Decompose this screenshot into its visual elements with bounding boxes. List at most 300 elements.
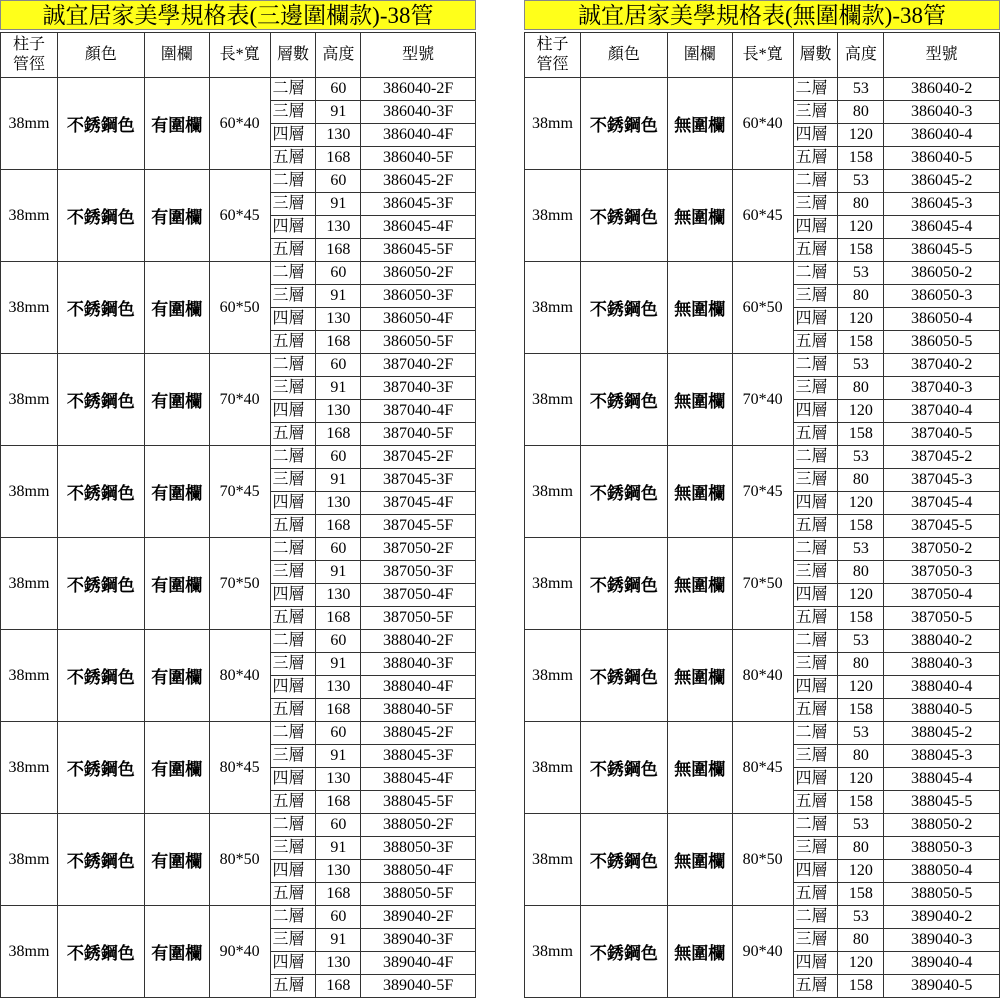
model-cell: 387040-2F — [361, 354, 476, 377]
tier-cell: 三層 — [793, 837, 838, 860]
header-model: 型號 — [361, 33, 476, 78]
model-cell: 386040-4F — [361, 124, 476, 147]
railing-cell: 無圍欄 — [667, 78, 732, 170]
tier-cell: 五層 — [270, 791, 316, 814]
tier-cell: 四層 — [793, 860, 838, 883]
color-cell: 不銹鋼色 — [57, 814, 144, 906]
tier-cell: 二層 — [270, 814, 316, 837]
height-cell: 130 — [316, 124, 361, 147]
tier-cell: 三層 — [270, 377, 316, 400]
header-pipe-diameter: 柱子 管徑 — [1, 33, 58, 78]
model-cell: 388045-4F — [361, 768, 476, 791]
height-cell: 130 — [316, 584, 361, 607]
height-cell: 80 — [838, 745, 884, 768]
color-cell: 不銹鋼色 — [580, 722, 667, 814]
color-cell: 不銹鋼色 — [57, 630, 144, 722]
table-row — [1, 78, 476, 101]
model-cell: 386045-2F — [361, 170, 476, 193]
height-cell: 53 — [838, 354, 884, 377]
model-cell: 387040-5F — [361, 423, 476, 446]
pipe-cell: 38mm — [1, 354, 58, 446]
table-row — [525, 814, 1000, 837]
railing-cell: 有圍欄 — [144, 354, 209, 446]
height-cell: 80 — [838, 561, 884, 584]
model-cell: 388040-4F — [361, 676, 476, 699]
table-row — [525, 170, 1000, 193]
height-cell: 91 — [316, 653, 361, 676]
height-cell: 80 — [838, 101, 884, 124]
header-dimensions: 長*寬 — [732, 33, 793, 78]
height-cell: 158 — [838, 331, 884, 354]
height-cell: 120 — [838, 860, 884, 883]
height-cell: 168 — [316, 515, 361, 538]
model-cell: 387040-5 — [884, 423, 1000, 446]
height-cell: 168 — [316, 791, 361, 814]
tier-cell: 五層 — [793, 975, 838, 998]
tier-cell: 二層 — [793, 354, 838, 377]
tier-cell: 四層 — [270, 952, 316, 975]
tier-cell: 四層 — [270, 676, 316, 699]
tier-cell: 五層 — [793, 607, 838, 630]
color-cell: 不銹鋼色 — [580, 262, 667, 354]
model-cell: 387050-2F — [361, 538, 476, 561]
model-cell: 386040-2 — [884, 78, 1000, 101]
table-row — [1, 354, 476, 377]
header-railing: 圍欄 — [667, 33, 732, 78]
model-cell: 386040-2F — [361, 78, 476, 101]
tier-cell: 三層 — [270, 929, 316, 952]
tier-cell: 五層 — [270, 515, 316, 538]
model-cell: 387045-5 — [884, 515, 1000, 538]
height-cell: 158 — [838, 975, 884, 998]
pipe-cell: 38mm — [1, 78, 58, 170]
tier-cell: 三層 — [270, 653, 316, 676]
header-railing: 圍欄 — [144, 33, 209, 78]
tier-cell: 四層 — [793, 400, 838, 423]
tier-cell: 五層 — [793, 791, 838, 814]
tier-cell: 四層 — [270, 584, 316, 607]
table-row — [525, 630, 1000, 653]
height-cell: 60 — [316, 814, 361, 837]
tier-cell: 四層 — [793, 952, 838, 975]
tier-cell: 二層 — [793, 170, 838, 193]
tier-cell: 五層 — [793, 883, 838, 906]
height-cell: 53 — [838, 170, 884, 193]
pipe-cell: 38mm — [1, 446, 58, 538]
table-row — [525, 722, 1000, 745]
color-cell: 不銹鋼色 — [580, 814, 667, 906]
header-height: 高度 — [316, 33, 361, 78]
pipe-cell: 38mm — [525, 446, 581, 538]
pipe-cell: 38mm — [1, 630, 58, 722]
height-cell: 158 — [838, 147, 884, 170]
size-cell: 80*40 — [209, 630, 270, 722]
height-cell: 158 — [838, 607, 884, 630]
table-row — [1, 446, 476, 469]
pipe-cell: 38mm — [525, 170, 581, 262]
model-cell: 388040-3F — [361, 653, 476, 676]
tier-cell: 二層 — [270, 262, 316, 285]
model-cell: 388040-2F — [361, 630, 476, 653]
table-row — [1, 630, 476, 653]
header-color: 顏色 — [580, 33, 667, 78]
model-cell: 388050-5F — [361, 883, 476, 906]
height-cell: 168 — [316, 423, 361, 446]
height-cell: 130 — [316, 860, 361, 883]
model-cell: 388040-5F — [361, 699, 476, 722]
tier-cell: 五層 — [270, 607, 316, 630]
tier-cell: 三層 — [793, 929, 838, 952]
railing-cell: 有圍欄 — [144, 814, 209, 906]
height-cell: 158 — [838, 423, 884, 446]
height-cell: 168 — [316, 331, 361, 354]
model-cell: 386050-2 — [884, 262, 1000, 285]
color-cell: 不銹鋼色 — [57, 170, 144, 262]
size-cell: 70*40 — [732, 354, 793, 446]
tier-cell: 三層 — [793, 469, 838, 492]
height-cell: 168 — [316, 239, 361, 262]
tier-cell: 四層 — [270, 124, 316, 147]
color-cell: 不銹鋼色 — [580, 170, 667, 262]
height-cell: 168 — [316, 147, 361, 170]
height-cell: 168 — [316, 975, 361, 998]
color-cell: 不銹鋼色 — [580, 538, 667, 630]
pipe-cell: 38mm — [525, 262, 581, 354]
railing-cell: 無圍欄 — [667, 538, 732, 630]
tier-cell: 三層 — [793, 561, 838, 584]
height-cell: 91 — [316, 377, 361, 400]
color-cell: 不銹鋼色 — [57, 906, 144, 998]
table-row — [1, 906, 476, 929]
model-cell: 386050-2F — [361, 262, 476, 285]
pipe-cell: 38mm — [525, 538, 581, 630]
height-cell: 60 — [316, 722, 361, 745]
model-cell: 388045-5F — [361, 791, 476, 814]
header-tiers: 層數 — [793, 33, 838, 78]
header-pipe-diameter: 柱子 管徑 — [525, 33, 581, 78]
tier-cell: 三層 — [270, 837, 316, 860]
table-row — [525, 78, 1000, 101]
height-cell: 80 — [838, 285, 884, 308]
pipe-cell: 38mm — [1, 262, 58, 354]
table-row — [1, 538, 476, 561]
tier-cell: 二層 — [270, 906, 316, 929]
pipe-cell: 38mm — [525, 354, 581, 446]
model-cell: 388050-4 — [884, 860, 1000, 883]
model-cell: 386040-5 — [884, 147, 1000, 170]
model-cell: 386050-4 — [884, 308, 1000, 331]
height-cell: 120 — [838, 124, 884, 147]
size-cell: 80*50 — [732, 814, 793, 906]
model-cell: 387050-5 — [884, 607, 1000, 630]
tier-cell: 四層 — [270, 860, 316, 883]
table-row — [1, 722, 476, 745]
color-cell: 不銹鋼色 — [580, 354, 667, 446]
model-cell: 387050-3F — [361, 561, 476, 584]
height-cell: 53 — [838, 538, 884, 561]
color-cell: 不銹鋼色 — [57, 78, 144, 170]
railing-cell: 有圍欄 — [144, 446, 209, 538]
height-cell: 53 — [838, 262, 884, 285]
height-cell: 60 — [316, 354, 361, 377]
tier-cell: 五層 — [793, 423, 838, 446]
table-title: 誠宜居家美學規格表(無圍欄款)-38管 — [524, 0, 1000, 30]
header-dimensions: 長*寬 — [209, 33, 270, 78]
size-cell: 80*50 — [209, 814, 270, 906]
table-row — [525, 354, 1000, 377]
model-cell: 389040-5F — [361, 975, 476, 998]
tier-cell: 二層 — [793, 538, 838, 561]
model-cell: 386050-3 — [884, 285, 1000, 308]
pipe-cell: 38mm — [525, 722, 581, 814]
table-title: 誠宜居家美學規格表(三邊圍欄款)-38管 — [0, 0, 476, 30]
height-cell: 120 — [838, 676, 884, 699]
model-cell: 387040-3F — [361, 377, 476, 400]
model-cell: 387045-2F — [361, 446, 476, 469]
size-cell: 80*40 — [732, 630, 793, 722]
color-cell: 不銹鋼色 — [57, 538, 144, 630]
model-cell: 386040-3F — [361, 101, 476, 124]
height-cell: 80 — [838, 837, 884, 860]
model-cell: 389040-2 — [884, 906, 1000, 929]
height-cell: 60 — [316, 78, 361, 101]
height-cell: 53 — [838, 906, 884, 929]
spec-table-without-railing — [524, 0, 1000, 998]
tier-cell: 二層 — [270, 630, 316, 653]
tier-cell: 二層 — [270, 446, 316, 469]
railing-cell: 有圍欄 — [144, 538, 209, 630]
height-cell: 80 — [838, 653, 884, 676]
railing-cell: 有圍欄 — [144, 722, 209, 814]
header-tiers: 層數 — [270, 33, 316, 78]
tier-cell: 五層 — [270, 423, 316, 446]
height-cell: 130 — [316, 400, 361, 423]
railing-cell: 有圍欄 — [144, 170, 209, 262]
tier-cell: 四層 — [793, 124, 838, 147]
model-cell: 388050-3 — [884, 837, 1000, 860]
tier-cell: 二層 — [793, 262, 838, 285]
height-cell: 130 — [316, 768, 361, 791]
size-cell: 70*45 — [732, 446, 793, 538]
tier-cell: 五層 — [270, 331, 316, 354]
model-cell: 386040-3 — [884, 101, 1000, 124]
tier-cell: 三層 — [793, 193, 838, 216]
height-cell: 53 — [838, 630, 884, 653]
tier-cell: 四層 — [793, 676, 838, 699]
height-cell: 158 — [838, 883, 884, 906]
spec-table-with-railing — [0, 0, 476, 998]
model-cell: 389040-5 — [884, 975, 1000, 998]
size-cell: 80*45 — [209, 722, 270, 814]
size-cell: 90*40 — [209, 906, 270, 998]
tier-cell: 四層 — [793, 308, 838, 331]
model-cell: 388045-2F — [361, 722, 476, 745]
model-cell: 386045-4F — [361, 216, 476, 239]
height-cell: 168 — [316, 883, 361, 906]
tier-cell: 四層 — [270, 216, 316, 239]
size-cell: 70*50 — [209, 538, 270, 630]
height-cell: 53 — [838, 722, 884, 745]
model-cell: 387040-3 — [884, 377, 1000, 400]
header-color: 顏色 — [57, 33, 144, 78]
pipe-cell: 38mm — [1, 722, 58, 814]
tier-cell: 五層 — [793, 331, 838, 354]
model-cell: 388050-5 — [884, 883, 1000, 906]
railing-cell: 無圍欄 — [667, 170, 732, 262]
model-cell: 388045-3F — [361, 745, 476, 768]
color-cell: 不銹鋼色 — [580, 446, 667, 538]
tier-cell: 二層 — [793, 630, 838, 653]
height-cell: 53 — [838, 78, 884, 101]
height-cell: 158 — [838, 239, 884, 262]
height-cell: 120 — [838, 768, 884, 791]
size-cell: 60*40 — [209, 78, 270, 170]
model-cell: 387045-3F — [361, 469, 476, 492]
height-cell: 130 — [316, 216, 361, 239]
height-cell: 158 — [838, 515, 884, 538]
model-cell: 388045-4 — [884, 768, 1000, 791]
table-row — [1, 170, 476, 193]
height-cell: 53 — [838, 814, 884, 837]
tier-cell: 二層 — [270, 538, 316, 561]
tier-cell: 三層 — [793, 377, 838, 400]
height-cell: 80 — [838, 193, 884, 216]
table-row — [525, 906, 1000, 929]
model-cell: 388050-4F — [361, 860, 476, 883]
height-cell: 120 — [838, 216, 884, 239]
tier-cell: 二層 — [793, 78, 838, 101]
height-cell: 80 — [838, 929, 884, 952]
color-cell: 不銹鋼色 — [57, 354, 144, 446]
model-cell: 386040-4 — [884, 124, 1000, 147]
height-cell: 168 — [316, 699, 361, 722]
color-cell: 不銹鋼色 — [57, 722, 144, 814]
railing-cell: 無圍欄 — [667, 262, 732, 354]
tier-cell: 二層 — [793, 722, 838, 745]
tier-cell: 五層 — [270, 239, 316, 262]
model-cell: 389040-2F — [361, 906, 476, 929]
model-cell: 387040-4F — [361, 400, 476, 423]
height-cell: 130 — [316, 952, 361, 975]
model-cell: 387045-4 — [884, 492, 1000, 515]
tier-cell: 二層 — [793, 814, 838, 837]
color-cell: 不銹鋼色 — [580, 78, 667, 170]
tier-cell: 二層 — [270, 78, 316, 101]
size-cell: 60*50 — [209, 262, 270, 354]
pipe-cell: 38mm — [525, 78, 581, 170]
size-cell: 70*40 — [209, 354, 270, 446]
model-cell: 388040-4 — [884, 676, 1000, 699]
height-cell: 80 — [838, 469, 884, 492]
model-cell: 389040-4 — [884, 952, 1000, 975]
tier-cell: 四層 — [270, 308, 316, 331]
size-cell: 60*45 — [209, 170, 270, 262]
model-cell: 387045-5F — [361, 515, 476, 538]
tier-cell: 二層 — [270, 722, 316, 745]
table-row — [525, 446, 1000, 469]
height-cell: 130 — [316, 676, 361, 699]
tier-cell: 三層 — [270, 101, 316, 124]
model-cell: 387045-3 — [884, 469, 1000, 492]
tier-cell: 三層 — [270, 193, 316, 216]
header-model: 型號 — [884, 33, 1000, 78]
tier-cell: 三層 — [793, 101, 838, 124]
railing-cell: 有圍欄 — [144, 262, 209, 354]
railing-cell: 有圍欄 — [144, 630, 209, 722]
model-cell: 386045-4 — [884, 216, 1000, 239]
spec-table — [0, 32, 476, 998]
height-cell: 80 — [838, 377, 884, 400]
tier-cell: 二層 — [793, 906, 838, 929]
railing-cell: 無圍欄 — [667, 722, 732, 814]
railing-cell: 無圍欄 — [667, 630, 732, 722]
height-cell: 130 — [316, 308, 361, 331]
model-cell: 388040-2 — [884, 630, 1000, 653]
size-cell: 80*45 — [732, 722, 793, 814]
height-cell: 60 — [316, 446, 361, 469]
size-cell: 60*45 — [732, 170, 793, 262]
tier-cell: 四層 — [270, 400, 316, 423]
model-cell: 388040-5 — [884, 699, 1000, 722]
model-cell: 386050-4F — [361, 308, 476, 331]
tier-cell: 四層 — [270, 768, 316, 791]
pipe-cell: 38mm — [1, 170, 58, 262]
model-cell: 386045-5 — [884, 239, 1000, 262]
tier-cell: 四層 — [793, 216, 838, 239]
tier-cell: 三層 — [270, 745, 316, 768]
color-cell: 不銹鋼色 — [57, 262, 144, 354]
tier-cell: 五層 — [793, 147, 838, 170]
height-cell: 120 — [838, 584, 884, 607]
height-cell: 60 — [316, 262, 361, 285]
model-cell: 387040-4 — [884, 400, 1000, 423]
model-cell: 387050-4F — [361, 584, 476, 607]
model-cell: 388045-5 — [884, 791, 1000, 814]
tier-cell: 五層 — [793, 239, 838, 262]
railing-cell: 有圍欄 — [144, 78, 209, 170]
tier-cell: 三層 — [270, 561, 316, 584]
tier-cell: 五層 — [270, 699, 316, 722]
height-cell: 158 — [838, 699, 884, 722]
railing-cell: 有圍欄 — [144, 906, 209, 998]
tier-cell: 三層 — [793, 285, 838, 308]
model-cell: 388040-3 — [884, 653, 1000, 676]
size-cell: 70*50 — [732, 538, 793, 630]
tier-cell: 四層 — [793, 768, 838, 791]
pipe-cell: 38mm — [525, 814, 581, 906]
height-cell: 120 — [838, 952, 884, 975]
tier-cell: 二層 — [793, 446, 838, 469]
model-cell: 387050-5F — [361, 607, 476, 630]
height-cell: 120 — [838, 308, 884, 331]
table-row — [525, 262, 1000, 285]
model-cell: 388050-2 — [884, 814, 1000, 837]
model-cell: 386040-5F — [361, 147, 476, 170]
height-cell: 120 — [838, 492, 884, 515]
height-cell: 91 — [316, 469, 361, 492]
pipe-cell: 38mm — [525, 906, 581, 998]
height-cell: 130 — [316, 492, 361, 515]
height-cell: 60 — [316, 630, 361, 653]
height-cell: 91 — [316, 193, 361, 216]
tier-cell: 四層 — [270, 492, 316, 515]
size-cell: 90*40 — [732, 906, 793, 998]
model-cell: 387050-4 — [884, 584, 1000, 607]
height-cell: 120 — [838, 400, 884, 423]
model-cell: 388045-2 — [884, 722, 1000, 745]
model-cell: 387045-2 — [884, 446, 1000, 469]
height-cell: 91 — [316, 929, 361, 952]
